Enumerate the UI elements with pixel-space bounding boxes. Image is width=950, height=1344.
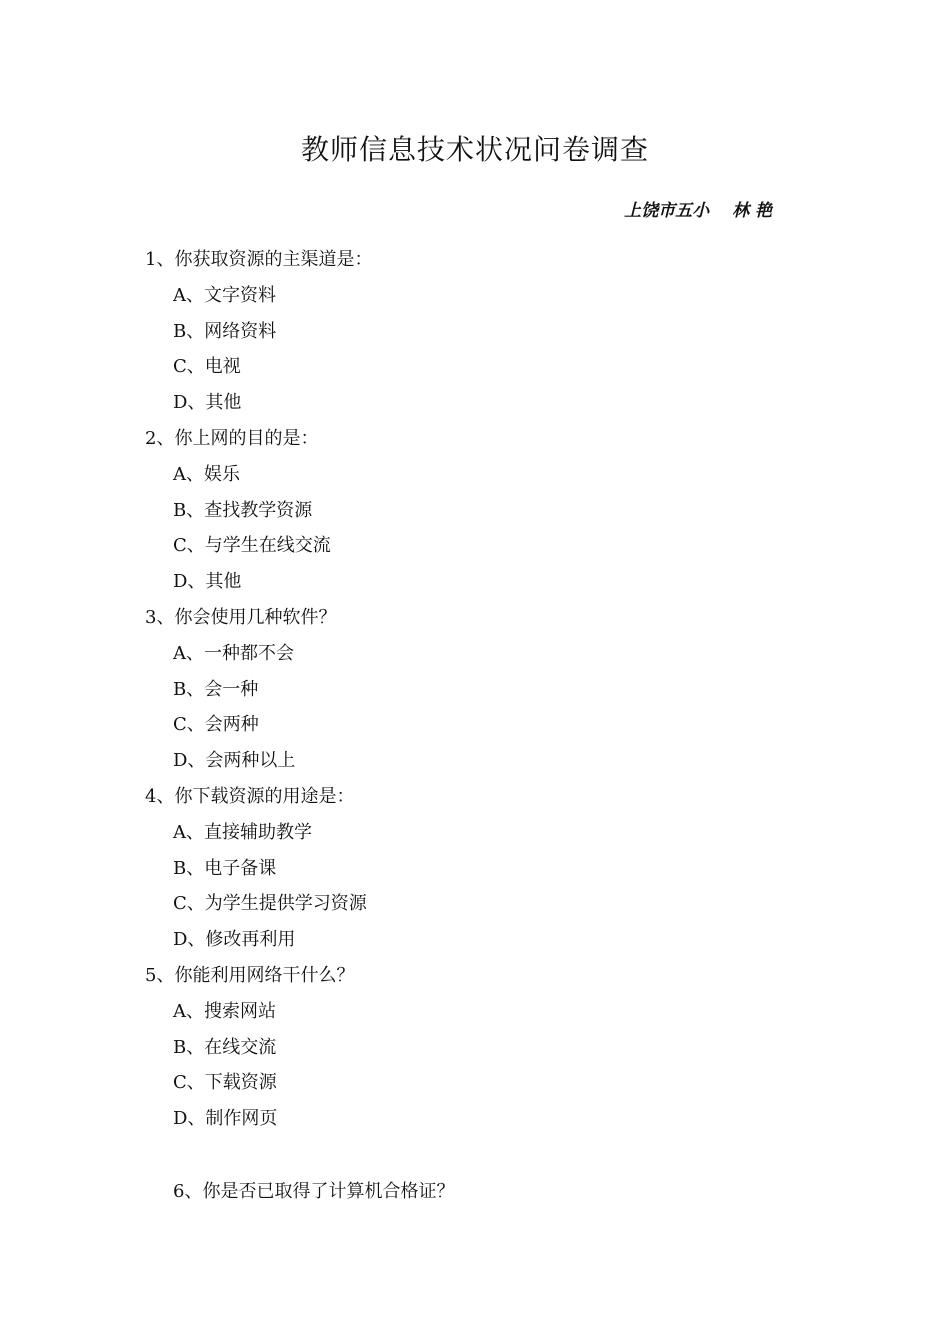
option-b: B、电子备课	[173, 857, 277, 879]
option-c: C、为学生提供学习资源	[173, 893, 367, 915]
question-text: 5、你能利用网络干什么？	[145, 964, 355, 986]
question-4	[0, 779, 950, 958]
option-a: A、直接辅助教学	[173, 821, 312, 843]
question-5	[0, 958, 950, 1137]
option-b: B、网络资料	[173, 320, 277, 342]
option-a: A、搜索网站	[173, 1000, 276, 1022]
question-text: 2、你上网的目的是：	[145, 427, 319, 449]
author-line: 上饶市五小 林 艳	[624, 201, 772, 221]
question-6: 6、你是否已取得了计算机合格证？	[173, 1181, 455, 1202]
option-b: B、在线交流	[173, 1036, 277, 1058]
option-c: C、电视	[173, 356, 241, 378]
option-d: D、会两种以上	[173, 750, 296, 772]
option-c: C、会两种	[173, 714, 259, 736]
question-text: 4、你下载资源的用途是：	[145, 785, 355, 807]
option-d: D、制作网页	[173, 1108, 278, 1130]
document-title: 教师信息技术状况问卷调查	[300, 133, 649, 166]
option-d: D、其他	[173, 571, 242, 593]
question-3	[0, 600, 950, 779]
option-b: B、会一种	[173, 678, 259, 700]
option-a: A、文字资料	[173, 284, 276, 306]
question-2	[0, 421, 950, 600]
option-b: B、查找教学资源	[173, 499, 313, 521]
question-1	[0, 242, 950, 421]
question-text: 3、你会使用几种软件？	[145, 606, 337, 628]
option-d: D、修改再利用	[173, 929, 296, 951]
option-d: D、其他	[173, 392, 242, 414]
option-a: A、娱乐	[173, 463, 240, 485]
question-list	[0, 242, 950, 1137]
option-c: C、下载资源	[173, 1072, 277, 1094]
option-c: C、与学生在线交流	[173, 535, 331, 557]
question-text: 1、你获取资源的主渠道是：	[145, 249, 373, 270]
option-a: A、一种都不会	[173, 642, 294, 664]
